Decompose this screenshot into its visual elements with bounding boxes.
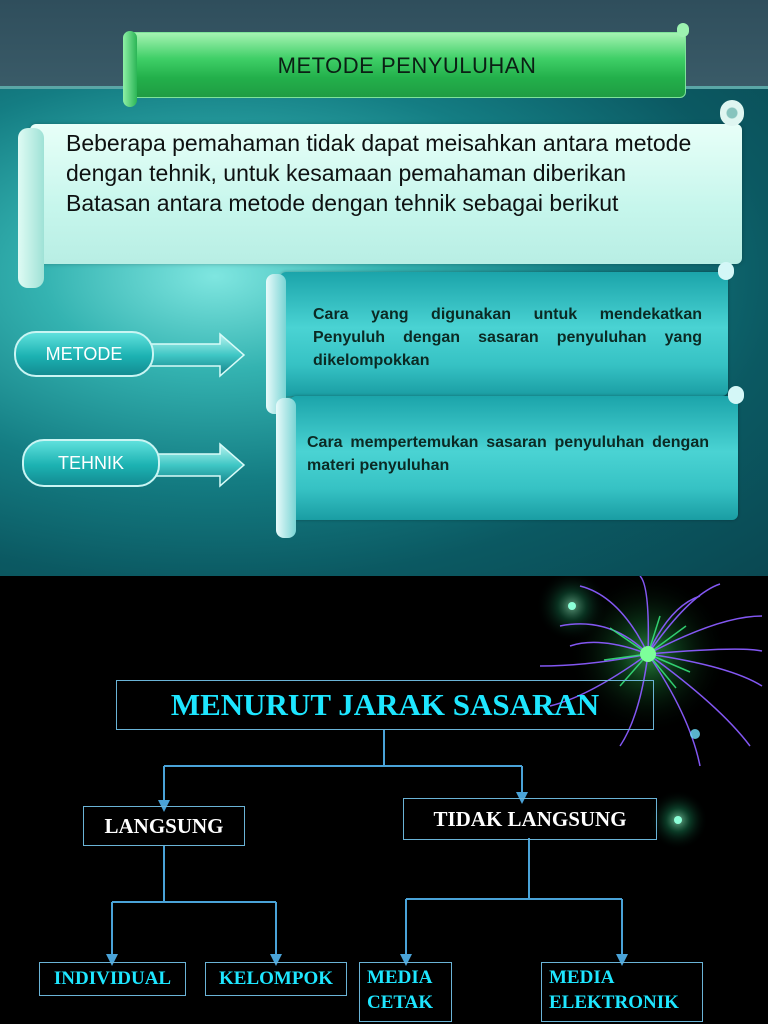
individual-node: INDIVIDUAL xyxy=(39,962,186,996)
slide-menurut-jarak-sasaran xyxy=(0,576,768,1024)
slide-title: METODE PENYULUHAN xyxy=(277,53,537,78)
media-elektronik-line1: MEDIA xyxy=(549,967,615,988)
scroll-curl xyxy=(720,100,744,126)
tehnik-pill: TEHNIK xyxy=(22,439,160,487)
media-elektronik-node xyxy=(541,962,703,1022)
kelompok-node: KELOMPOK xyxy=(205,962,347,996)
title-scroll xyxy=(128,32,686,98)
media-cetak-line2: CETAK xyxy=(367,992,434,1013)
media-cetak-node xyxy=(359,962,452,1022)
metode-pill: METODE xyxy=(14,331,154,377)
media-elektronik-line2: ELEKTRONIK xyxy=(549,992,679,1013)
root-node: MENURUT JARAK SASARAN xyxy=(116,680,654,730)
intro-scroll xyxy=(30,124,742,264)
intro-text: Beberapa pemahaman tidak dapat meisahkan antara metode dengan tehnik, untuk kesamaan pemahaman diberikan Batasan antara metode dengan tehnik sebagai berikut xyxy=(66,130,692,216)
metode-definition-scroll xyxy=(280,272,728,396)
media-cetak-line1: MEDIA xyxy=(367,967,433,988)
scroll-curl xyxy=(266,274,286,414)
scroll-curl xyxy=(718,262,734,280)
arrow-right-icon xyxy=(140,330,250,380)
langsung-node: LANGSUNG xyxy=(83,806,245,846)
scroll-curl xyxy=(276,398,296,538)
tehnik-definition: Cara mempertemukan sasaran penyuluhan dengan materi penyuluhan xyxy=(307,434,709,474)
scroll-curl xyxy=(728,386,744,404)
scroll-curl xyxy=(677,23,689,37)
metode-definition: Cara yang digunakan untuk mendekatkan Penyuluh dengan sasaran penyuluhan yang dikelompokkan xyxy=(313,306,702,369)
tidak-langsung-node: TIDAK LANGSUNG xyxy=(403,798,657,840)
scroll-curl xyxy=(18,128,44,288)
tehnik-definition-scroll xyxy=(290,396,738,520)
